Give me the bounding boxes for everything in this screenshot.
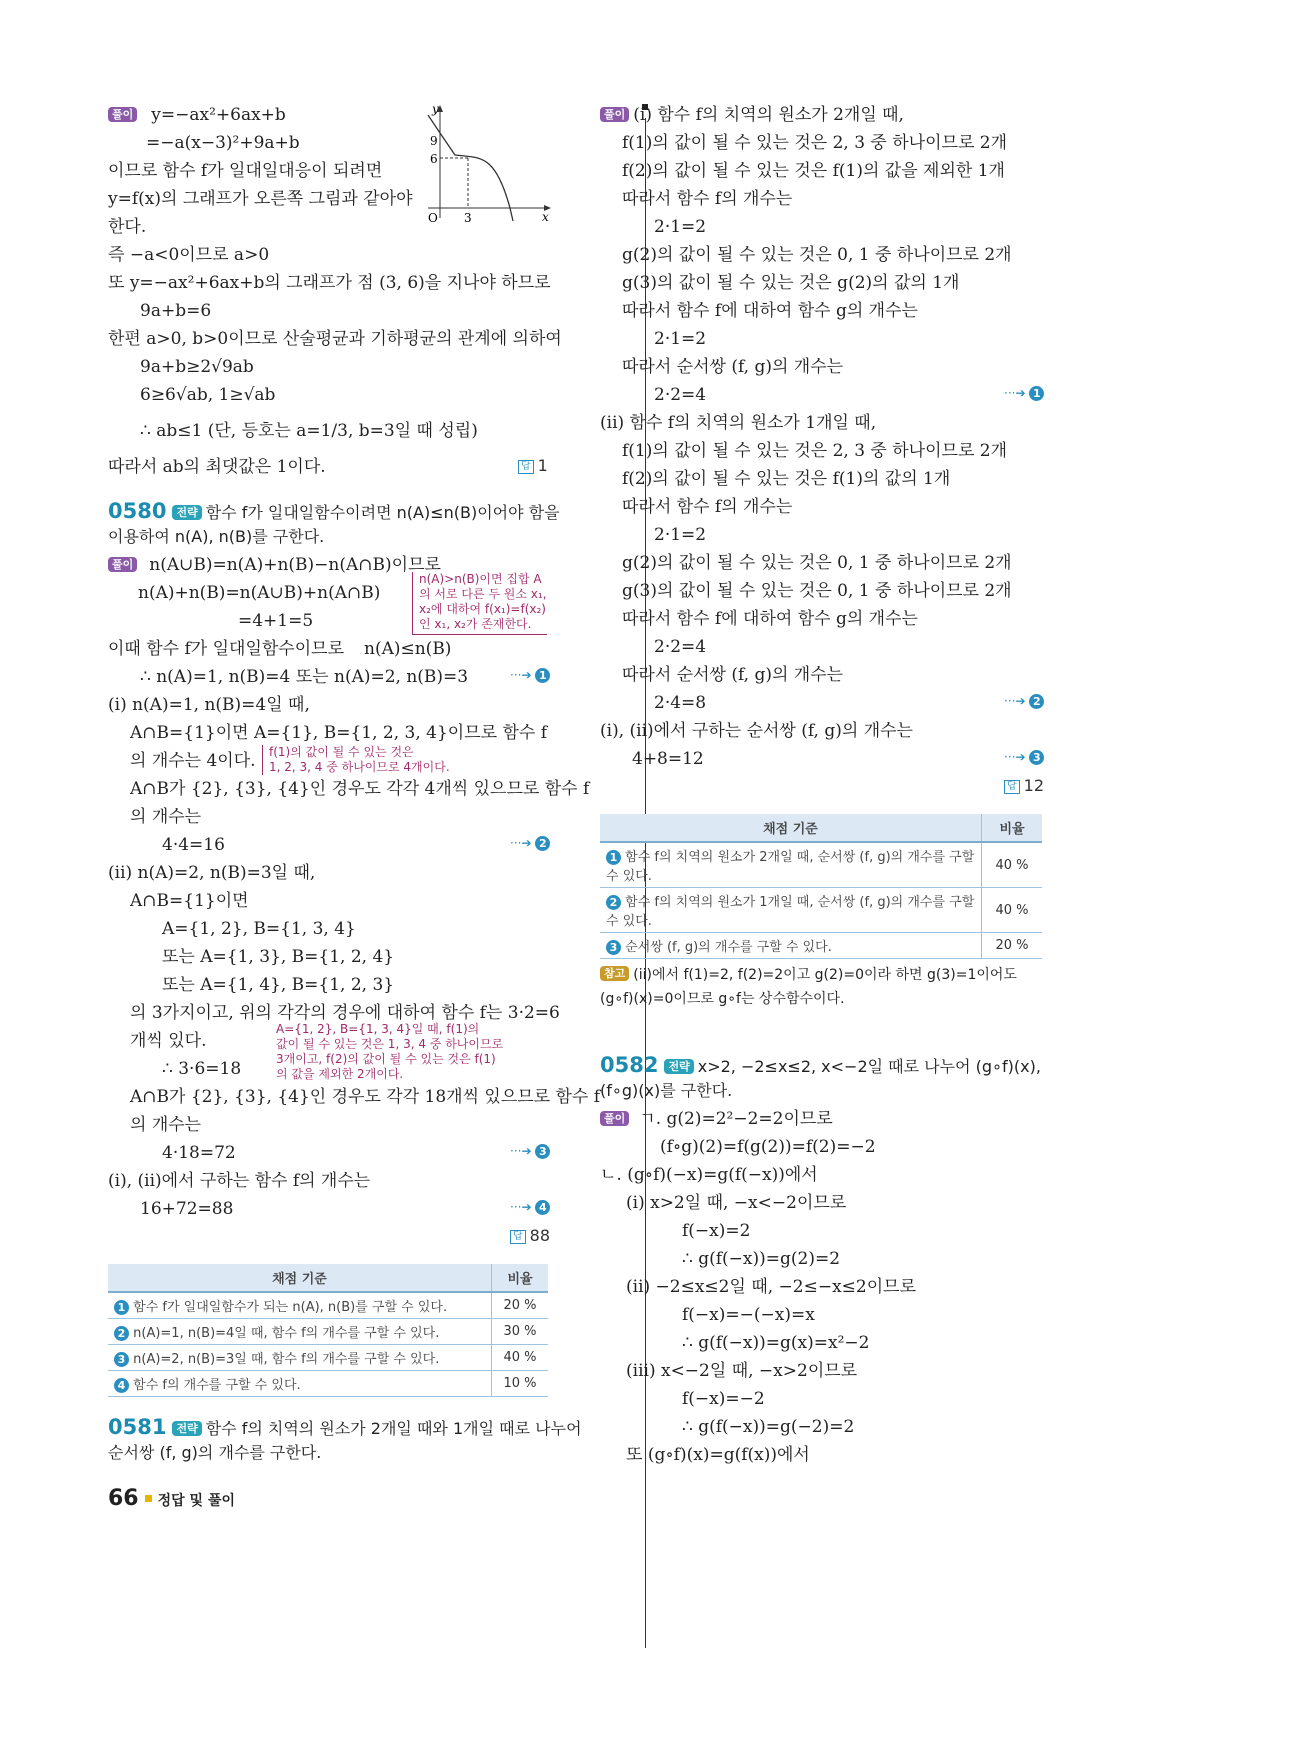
strategy-badge: 전략 — [664, 1059, 693, 1074]
text-line: g(2)의 값이 될 수 있는 것은 0, 1 중 하나이므로 2개 — [622, 245, 1012, 265]
text-line: (i), (ii)에서 구하는 함수 f의 개수는 — [108, 1171, 371, 1191]
answer-icon: 답 — [518, 460, 534, 474]
tick-3: 3 — [464, 211, 472, 225]
text-line: A∩B가 {2}, {3}, {4}인 경우도 각각 4개씩 있으므로 함수 f — [130, 779, 590, 799]
side-note: A={1, 2}, B={1, 3, 4}일 때, f(1)의 값이 될 수 있는 것은 1, 3, 4 중 하나이므로 3개이고, f(2)의 값이 될 수 있는 것은 f(1) 의 값을 제외한 2개이다. — [276, 1022, 504, 1081]
table-row: 2 n(A)=1, n(B)=4일 때, 함수 f의 개수를 구할 수 있다. 30 % — [108, 1319, 548, 1345]
strategy-text: 함수 f의 치역의 원소가 2개일 때와 1개일 때로 나누어 — [205, 1419, 582, 1438]
strategy-text: 순서쌍 (f, g)의 개수를 구한다. — [108, 1443, 322, 1462]
strategy-text: 이용하여 n(A), n(B)를 구한다. — [108, 527, 325, 546]
step-marker-4: ···➔ 4 — [510, 1200, 550, 1215]
strategy-text: x>2, −2≤x≤2, x<−2일 때로 나누어 (g∘f)(x), — [697, 1057, 1041, 1076]
text-line: 의 개수는 — [130, 807, 202, 827]
strategy-badge: 전략 — [172, 505, 201, 520]
text-line: f(1)의 값이 될 수 있는 것은 2, 3 중 하나이므로 2개 — [622, 441, 1008, 461]
answer-icon: 답 — [510, 1230, 526, 1244]
text-line: 의 3가지이고, 위의 각각의 경우에 대하여 함수 f는 3·2=6 — [130, 1003, 560, 1023]
equation: (f∘g)(2)=f(g(2))=f(2)=−2 — [660, 1137, 876, 1157]
problem-number: 0581 — [108, 1415, 167, 1439]
text-line: y=f(x)의 그래프가 오른쪽 그림과 같아야 — [108, 189, 413, 209]
equation: 2·4=8 — [654, 693, 707, 713]
text-line: (ii) −2≤x≤2일 때, −2≤−x≤2이므로 — [626, 1277, 917, 1297]
equation: 2·1=2 — [654, 217, 707, 237]
equation: 또는 A={1, 3}, B={1, 2, 4} — [162, 947, 395, 967]
text-line: (i) n(A)=1, n(B)=4일 때, — [108, 695, 310, 715]
strategy-badge: 전략 — [172, 1421, 201, 1436]
solution-badge: 풀이 — [108, 557, 137, 572]
footer-title: 정답 및 풀이 — [157, 1493, 235, 1509]
reference-note: (g∘f)(x)=0이므로 g∘f는 상수함수이다. — [600, 991, 845, 1007]
equation: f(−x)=−2 — [682, 1389, 765, 1409]
answer: 답 12 — [1004, 776, 1044, 795]
solution-line: 풀이 ㄱ. g(2)=2²−2=2이므로 — [600, 1108, 833, 1130]
text-line: A∩B={1}이면 A={1}, B={1, 2, 3, 4}이므로 함수 f — [130, 723, 547, 743]
equation: f(−x)=2 — [682, 1221, 751, 1241]
text-line: 이므로 함수 f가 일대일대응이 되려면 — [108, 161, 383, 181]
equation: n(A∪B)=n(A)+n(B)−n(A∩B)이므로 — [149, 555, 441, 575]
text-line: A∩B가 {2}, {3}, {4}인 경우도 각각 18개씩 있으므로 함수 f — [130, 1087, 601, 1107]
side-note: f(1)의 값이 될 수 있는 것은 1, 2, 3, 4 중 하나이므로 4개이다. — [262, 745, 450, 775]
step-marker-1: ···➔ 1 — [510, 668, 550, 683]
equation: ∴ ab≤1 (단, 등호는 a=1/3, b=3일 때 성립) — [140, 421, 478, 441]
problem-number: 0582 — [600, 1053, 659, 1077]
equation: 9a+b≥2√9ab — [140, 357, 254, 377]
reference-badge: 참고 — [600, 966, 629, 981]
solution-badge: 풀이 — [600, 1111, 629, 1126]
text-line: g(3)의 값이 될 수 있는 것은 0, 1 중 하나이므로 2개 — [622, 581, 1012, 601]
table-header: 비율 — [492, 1264, 549, 1292]
text-line: ㄴ. (g∘f)(−x)=g(f(−x))에서 — [600, 1165, 818, 1185]
text-line: 또 (g∘f)(x)=g(f(x))에서 — [626, 1445, 810, 1465]
equation: 4+8=12 — [632, 749, 704, 769]
equation: n(A)+n(B)=n(A∪B)+n(A∩B) — [138, 583, 381, 603]
text-line: g(2)의 값이 될 수 있는 것은 0, 1 중 하나이므로 2개 — [622, 553, 1012, 573]
table-row: 3 n(A)=2, n(B)=3일 때, 함수 f의 개수를 구할 수 있다. 40 % — [108, 1345, 548, 1371]
equation: 2·1=2 — [654, 525, 707, 545]
text-line: 따라서 함수 f의 개수는 — [622, 189, 793, 209]
problem-number: 0580 — [108, 499, 167, 523]
table-row: 4 함수 f의 개수를 구할 수 있다. 10 % — [108, 1371, 548, 1397]
equation: f(−x)=−(−x)=x — [682, 1305, 815, 1325]
equation: 16+72=88 — [140, 1199, 234, 1219]
table-row: 1 함수 f가 일대일함수가 되는 n(A), n(B)를 구할 수 있다. 20 % — [108, 1292, 548, 1319]
equation: 4·18=72 — [162, 1143, 236, 1163]
curve — [428, 115, 513, 221]
equation: ∴ g(f(−x))=g(−2)=2 — [682, 1417, 855, 1437]
function-graph — [420, 103, 555, 228]
text-line: (i) x>2일 때, −x<−2이므로 — [626, 1193, 847, 1213]
step-marker-2: ···➔ 2 — [510, 836, 550, 851]
solution-line — [108, 104, 286, 126]
text-line: 따라서 함수 f의 개수는 — [622, 497, 793, 517]
problem-header — [108, 1416, 582, 1440]
text-line: 따라서 순서쌍 (f, g)의 개수는 — [622, 357, 844, 377]
strategy-text: 함수 f가 일대일함수이려면 n(A)≤n(B)이어야 함을 — [205, 503, 560, 522]
text-line: A∩B={1}이면 — [130, 891, 249, 911]
table-row: 2 함수 f의 치역의 원소가 1개일 때, 순서쌍 (f, g)의 개수를 구할 수 있다. 40 % — [600, 888, 1042, 933]
text-line: 따라서 ab의 최댓값은 1이다. — [108, 457, 326, 477]
text-line: 이때 함수 f가 일대일함수이므로 — [108, 639, 344, 659]
equation: A={1, 2}, B={1, 3, 4} — [162, 919, 356, 939]
table-row: 3 순서쌍 (f, g)의 개수를 구할 수 있다. 20 % — [600, 933, 1042, 959]
text-line: 즉 −a<0이므로 a>0 — [108, 245, 270, 265]
equation: ∴ g(f(−x))=g(x)=x²−2 — [682, 1333, 870, 1353]
step-marker-3: ···➔ 3 — [1004, 750, 1044, 765]
text-line: (i), (ii)에서 구하는 순서쌍 (f, g)의 개수는 — [600, 721, 913, 741]
side-note: n(A)>n(B)이면 집합 A 의 서로 다른 두 원소 x₁, x₂에 대하여 f(x₁)=f(x₂) 인 x₁, x₂가 존재한다. — [412, 572, 547, 635]
problem-header — [108, 500, 560, 524]
x-label: x — [542, 210, 549, 224]
equation: 2·2=4 — [654, 385, 707, 405]
table-header: 채점 기준 — [600, 814, 982, 842]
tick-9: 9 — [430, 134, 438, 148]
solution-badge: 풀이 — [108, 107, 137, 122]
equation: 6≥6√ab, 1≥√ab — [140, 385, 276, 405]
text-line: 또 y=−ax²+6ax+b의 그래프가 점 (3, 6)을 지나야 하므로 — [108, 273, 551, 293]
equation: 4·4=16 — [162, 835, 225, 855]
page-footer — [108, 1486, 235, 1511]
step-marker-3: ···➔ 3 — [510, 1144, 550, 1159]
text-line: f(2)의 값이 될 수 있는 것은 f(1)의 값의 1개 — [622, 469, 951, 489]
equation: 9a+b=6 — [140, 301, 212, 321]
text-line: 한편 a>0, b>0이므로 산술평균과 기하평균의 관계에 의하여 — [108, 329, 562, 349]
equation: 2·2=4 — [654, 637, 707, 657]
text-line: (ii) 함수 f의 치역의 원소가 1개일 때, — [600, 413, 877, 433]
equation: =4+1=5 — [238, 611, 314, 631]
text-line: f(2)의 값이 될 수 있는 것은 f(1)의 값을 제외한 1개 — [622, 161, 1005, 181]
text-line: 따라서 순서쌍 (f, g)의 개수는 — [622, 665, 844, 685]
y-label: y — [432, 103, 439, 116]
answer-icon: 답 — [1004, 780, 1020, 794]
equation: 2·1=2 — [654, 329, 707, 349]
text-line: 의 개수는 4이다. — [130, 751, 256, 771]
footer-square-icon — [145, 1495, 152, 1502]
solution-line: 풀이 (i) 함수 f의 치역의 원소가 2개일 때, — [600, 104, 904, 126]
equation: 또는 A={1, 4}, B={1, 2, 3} — [162, 975, 395, 995]
text-line: (ii) n(A)=2, n(B)=3일 때, — [108, 863, 316, 883]
grading-table — [600, 814, 1042, 959]
text-line: 따라서 함수 f에 대하여 함수 g의 개수는 — [622, 301, 918, 321]
step-marker-2: ···➔ 2 — [1004, 694, 1044, 709]
answer: 답 1 — [518, 456, 548, 475]
table-header: 비율 — [982, 814, 1043, 842]
table-header: 채점 기준 — [108, 1264, 492, 1292]
text-line: 한다. — [108, 217, 147, 237]
equation: ∴ n(A)=1, n(B)=4 또는 n(A)=2, n(B)=3 — [140, 667, 469, 687]
text-line: 의 개수는 — [130, 1115, 202, 1135]
equation: ∴ 3·6=18 — [162, 1059, 242, 1079]
text-line: (iii) x<−2일 때, −x>2이므로 — [626, 1361, 858, 1381]
text-line: f(1)의 값이 될 수 있는 것은 2, 3 중 하나이므로 2개 — [622, 133, 1008, 153]
problem-header — [600, 1054, 1041, 1078]
step-marker-1: ···➔ 1 — [1004, 386, 1044, 401]
grading-table — [108, 1264, 548, 1397]
equation: ∴ g(f(−x))=g(2)=2 — [682, 1249, 841, 1269]
answer: 답 88 — [510, 1226, 550, 1245]
text-line: 따라서 함수 f에 대하여 함수 g의 개수는 — [622, 609, 918, 629]
strategy-text: (f∘g)(x)를 구한다. — [600, 1081, 733, 1100]
equation: =−a(x−3)²+9a+b — [146, 133, 300, 153]
origin-label: O — [428, 211, 438, 225]
equation: y=−ax²+6ax+b — [151, 105, 286, 125]
solution-line — [108, 554, 441, 576]
equation: n(A)≤n(B) — [364, 639, 452, 659]
tick-6: 6 — [430, 152, 438, 166]
page-number: 66 — [108, 1486, 139, 1511]
text-line: g(3)의 값이 될 수 있는 것은 g(2)의 값의 1개 — [622, 273, 960, 293]
text-line: 개씩 있다. — [130, 1031, 207, 1051]
reference-note: 참고 (ii)에서 f(1)=2, f(2)=2이고 g(2)=0이라 하면 g(3)=1이어도 — [600, 964, 1017, 986]
solution-badge: 풀이 — [600, 107, 629, 122]
table-row: 1 함수 f의 치역의 원소가 2개일 때, 순서쌍 (f, g)의 개수를 구할 수 있다. 40 % — [600, 842, 1042, 888]
